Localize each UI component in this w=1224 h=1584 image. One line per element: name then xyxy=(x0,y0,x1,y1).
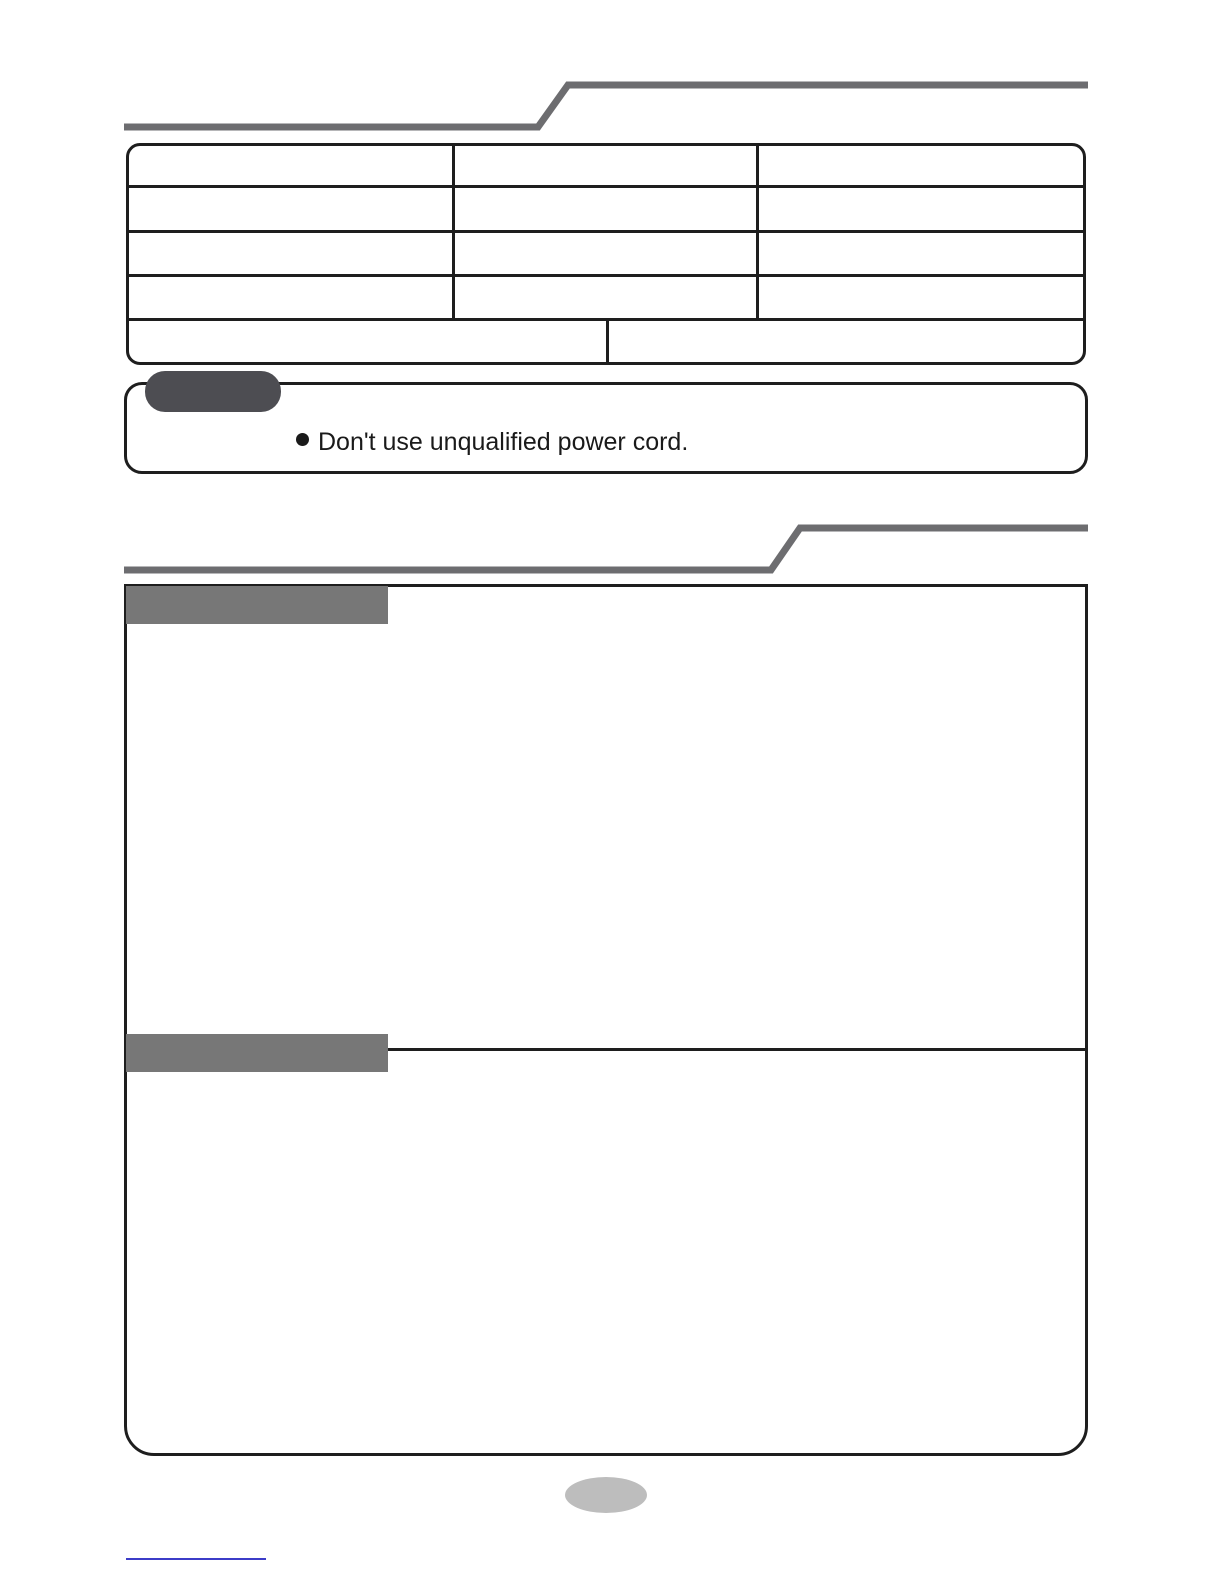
spec-table xyxy=(126,143,1086,365)
note-label-tab xyxy=(145,371,281,412)
section-tab-one xyxy=(126,586,388,624)
table-cell xyxy=(129,233,452,274)
note-text: Don't use unqualified power cord. xyxy=(318,428,689,456)
table-cell xyxy=(455,233,756,274)
bullet-icon xyxy=(296,433,309,446)
table-cell xyxy=(759,277,1083,318)
note-item xyxy=(296,427,688,457)
table-row xyxy=(129,149,1083,185)
section-header-rule-top xyxy=(124,85,1088,127)
section-header-rule-bottom xyxy=(124,528,1088,570)
table-row xyxy=(129,321,1083,365)
table-cell xyxy=(759,233,1083,274)
table-cell xyxy=(129,149,452,185)
table-cell xyxy=(455,149,756,185)
table-row xyxy=(129,233,1083,274)
page-number-badge xyxy=(565,1477,647,1513)
table-row xyxy=(129,188,1083,230)
table-cell xyxy=(129,277,452,318)
table-cell xyxy=(759,188,1083,230)
table-cell xyxy=(129,188,452,230)
section-tab-two xyxy=(126,1034,388,1072)
content-panel xyxy=(124,584,1088,1456)
table-cell xyxy=(455,188,756,230)
table-cell xyxy=(759,149,1083,185)
link-underline[interactable] xyxy=(126,1558,266,1560)
table-row xyxy=(129,277,1083,318)
table-cell xyxy=(129,321,606,365)
section-divider xyxy=(384,1048,1088,1051)
table-cell xyxy=(455,277,756,318)
table-cell xyxy=(609,321,1083,365)
